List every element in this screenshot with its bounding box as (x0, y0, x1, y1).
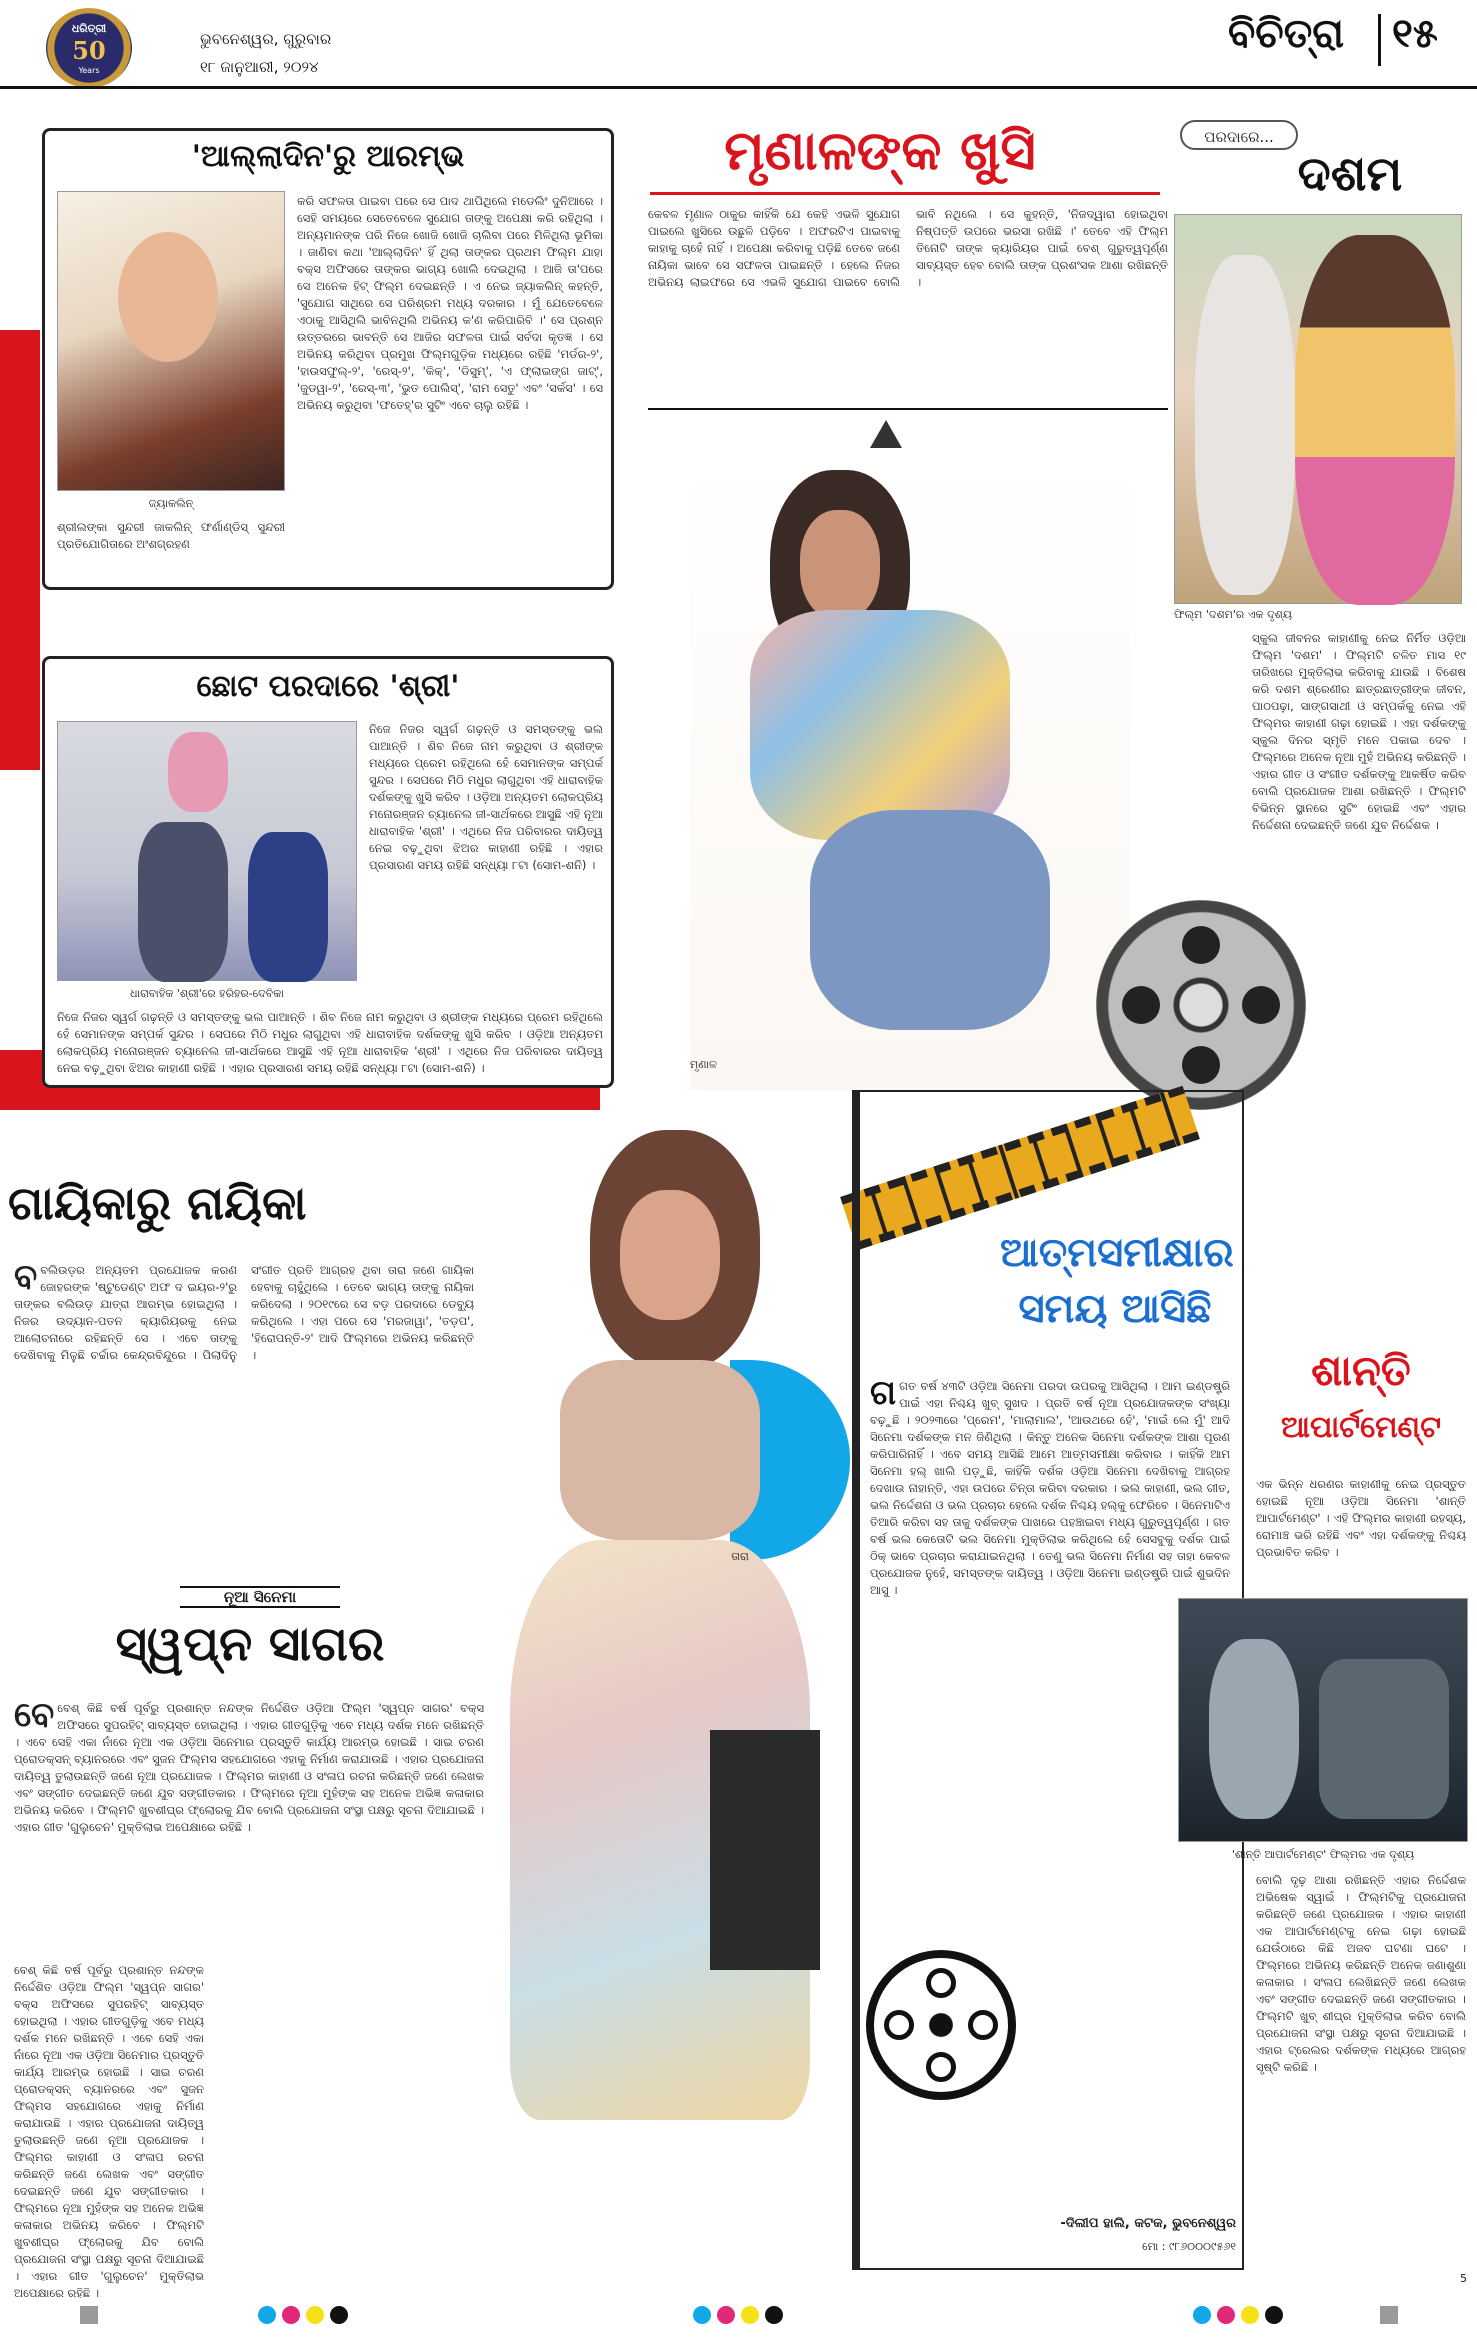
shree-body-col (369, 721, 603, 1003)
atma-title-line2: ସମୟ ଆସିଛି (1018, 1286, 1212, 1332)
mrunal-caption: ମୃଣାଳ (690, 1058, 717, 1071)
reg-cmyk-3 (1190, 2306, 1286, 2328)
mrunal-face-shape (800, 510, 880, 620)
place-day: ଭୁବନେଶ୍ୱର, ଗୁରୁବାର (200, 30, 332, 48)
reg-left (80, 2306, 98, 2328)
small-reel-hole-3 (884, 2010, 914, 2040)
gayika-dropcap: ବ (14, 1257, 38, 1297)
dasama-girl-left-shape (1195, 255, 1295, 595)
mrunal-body-rule (648, 408, 1168, 410)
film-reel-small-icon (866, 1950, 1016, 2100)
shanti-caption: 'ଶାନ୍ତି ଆପାର୍ଟମେଣ୍ଟ' ଫିଲ୍ମର ଏକ ଦୃଶ୍ୟ (1231, 1848, 1415, 1861)
page-marker: 5 (1460, 2272, 1467, 2285)
logo-years-number: 50 (72, 36, 106, 65)
reel-hole-2 (1182, 1046, 1220, 1084)
shree-body: ନିଜେ ନିଜର ସ୍ୱର୍ଗ ଗଢ଼ନ୍ତି ଓ ସମସ୍ତଙ୍କୁ ଭଲ ପାଆନ୍ତି । ଶିବ ନିଜେ ନାମ କରୁଥିବା ଓ ଶ୍ରୀଙ୍କ ମଧ୍ୟରେ ପ୍ରେମ ରହିଥିଲେ ହେଁ ସେମାନଙ୍କ ସମ୍ପର୍କ ସୁନ୍ଦର । ସେପରେ ମିଠି ମଧୁର ଲାଗୁଥିବା ଏହି ଧାରାବାହିକ ଦର୍ଶକଙ୍କୁ ଖୁସି କରିବ । ଓଡ଼ିଆ ଅନ୍ୟତମ ଲୋକପ୍ରିୟ ମନୋରଞ୍ଜନ ଚ୍ୟାନେଲ ଜୀ-ସାର୍ଥକରେ ଆସୁଛି ଏହି ନୂଆ ଧାରାବାହିକ 'ଶ୍ରୀ' । ଏଥିରେ ନିଜ ପରିବାରର ଦାୟିତ୍ୱ ନେଇ ବଢ଼ୁଥିବା ଝିଅର କାହାଣୀ ରହିଛି । ଏହାର ପ୍ରସାରଣ ସମୟ ରହିଛି ସନ୍ଧ୍ୟା ୮ଟା (ସୋମ-ଶନି) । (57, 1010, 603, 1075)
swapna-headline: ସ୍ୱପ୍ନ ସାଗର (115, 1616, 385, 1672)
yellow-dot (1241, 2306, 1259, 2324)
reel-hole-3 (1122, 986, 1160, 1024)
shree-serial-photo (57, 721, 357, 981)
mrunal-photo (690, 450, 1130, 1090)
swapna-body-col (14, 1962, 204, 2300)
dasama-body: ସ୍କୁଲ ଜୀବନର କାହାଣୀକୁ ନେଇ ନିର୍ମିତ ଓଡ଼ିଆ ଫିଲ୍ମ 'ଦଶମ' । ଫିଲ୍ମଟି ଚଳିତ ମାସ ୧୯ ତାରିଖରେ ମୁକ୍ତିଲାଭ କରିବାକୁ ଯାଉଛି । ବିଶେଷ କରି ଦଶମ ଶ୍ରେଣୀର ଛାତ୍ରଛାତ୍ରୀଙ୍କ ଜୀବନ, ପାଠପଢ଼ା, ସାଙ୍ଗସାଥୀ ଓ ସମ୍ପର୍କକୁ ନେଇ ଏହି ଫିଲ୍ମର କାହାଣୀ ଗଢ଼ା ହୋଇଛି । ଏହା ଦର୍ଶକଙ୍କୁ ସ୍କୁଲ ଦିନର ସ୍ମୃତି ମନେ ପକାଇ ଦେବ । ଫିଲ୍ମରେ ଅନେକ ନୂଆ ମୁହଁ ଅଭିନୟ କରିଛନ୍ତି । ଏହାର ଗୀତ ଓ ସଂଗୀତ ଦର୍ଶକଙ୍କୁ ଆକର୍ଷିତ କରିବ ବୋଲି ପ୍ରଯୋଜକ ଆଶା ରଖିଛନ୍ତି । ଫିଲ୍ମଟି ବିଭିନ୍ନ ସ୍ଥାନରେ ସୁଟିଂ ହୋଇଛି ଏବଂ ଏହାର ନିର୍ଦ୍ଦେଶନା ଦେଇଛନ୍ତି ଜଣେ ଯୁବ ନିର୍ଦ୍ଦେଶକ । (1252, 631, 1466, 832)
shanti-body-bottom: ବୋଲି ଦୃଢ଼ ଆଶା ରଖିଛନ୍ତି ଏହାର ନିର୍ଦ୍ଦେଶକ ଅଭିଷେକ ସ୍ୱାଇଁ । ଫିଲ୍ମଟିକୁ ପ୍ରଯୋଜନା କରିଛନ୍ତି ଜଣେ ପ୍ରଯୋଜକ । ଏହାର କାହାଣୀ ଏକ ଆପାର୍ଟମେଣ୍ଟକୁ ନେଇ ଗଢ଼ା ହୋଇଛି ଯେଉଁଠାରେ କିଛି ଅଜବ ଘଟଣା ଘଟେ । ଫିଲ୍ମରେ ଅଭିନୟ କରିଛନ୍ତି ଅନେକ ଜଣାଶୁଣା କଳାକାର । ସଂଳାପ ଲେଖିଛନ୍ତି ଜଣେ ଲେଖକ ଏବଂ ସଙ୍ଗୀତ ଦେଇଛନ୍ତି ଜଣେ ସଙ୍ଗୀତକାର । ଫିଲ୍ମଟି ଖୁବ୍ ଶୀଘ୍ର ମୁକ୍ତିଲାଭ କରିବ ବୋଲି ପ୍ରଯୋଜନା ସଂସ୍ଥା ପକ୍ଷରୁ ସୂଚନା ଦିଆଯାଇଛି । ଏହାର ଟ୍ରେଲର ଦର୍ଶକଙ୍କ ମଧ୍ୟରେ ଆଗ୍ରହ ସୃଷ୍ଟି କରିଛି । (1256, 1873, 1466, 2074)
dasama-caption: ଫିଲ୍ମ 'ଦଶମ'ର ଏକ ଦୃଶ୍ୟ (1174, 608, 1292, 621)
cyan-dot (1193, 2306, 1211, 2324)
shree-headline: ଛୋଟ ପରଦାରେ 'ଶ୍ରୀ' (196, 669, 460, 704)
aladdin-body: କରି ସଫଳତା ପାଇବା ପରେ ସେ ପାଦ ଥାପିଥିଲେ ମଡେଲିଂ ଦୁନିଆରେ । ସେହି ସମୟରେ ସେତେବେଳେ ସୁଯୋଗ ତାଙ୍କୁ ଅପେକ୍ଷା କରି ରହିଥିଲା । ଅନ୍ୟମାନଙ୍କ ପରି ନିଜେ ଖୋଜି ଖୋଜି ଚାଲିବା ପରେ ମିଳିଥିଲା ଭୂମିକା । ଜାଣିବା କଥା 'ଆଲ୍ଲାଦିନ' ହିଁ ଥିଲା ତାଙ୍କର ପ୍ରଥମ ଫିଲ୍ମ ଯାହା ବକ୍ସ ଅଫିସରେ ତାଙ୍କର ଭାଗ୍ୟ ଖୋଲି ଦେଇଥିଲା । ଆଜି ତା'ପରେ ସେ ଅନେକ ହିଟ୍ ଫିଲ୍ମ ଦେଇଛନ୍ତି । ଏ ନେଇ ଜ୍ୟାକଲିନ୍ କହନ୍ତି, 'ସୁଯୋଗ ସାଥିରେ ସେ ପରିଶ୍ରମ ମଧ୍ୟ ଦରକାର । ମୁଁ ଯେତେବେଳେ ଏଠାକୁ ଆସିଥିଲି ଭାବିନଥିଲି ଅଭିନୟ କ'ଣ କରିପାରିବି ।' ସେ ପ୍ରଶ୍ନ ଉତ୍ତରରେ ଭାବନ୍ତି ସେ ଆଜିର ସଫଳତା ପାଇଁ ସର୍ବଦା କୃତଜ୍ଞ । ସେ ଅଭିନୟ କରିଥିବା ପ୍ରମୁଖ ଫିଲ୍ମଗୁଡ଼ିକ ମଧ୍ୟରେ ରହିଛି 'ମର୍ଡର-୨', 'ହାଉସଫୁଲ୍-୨', 'ରେସ୍-୨', 'କିକ୍', 'ଡିସୁମ୍', 'ଏ ଫ୍ଲାଇଙ୍ଗ ଜାଟ୍', 'ଜୁଡୱା-୨', 'ରେସ୍-୩', 'ଭୁତ ପୋଲିସ୍', 'ରାମ ସେତୁ' ଏବଂ 'ସର୍କସ' । ସେ ଅଭିନୟ କରୁଥିବା 'ଫତେହ୍'ର ସୁଟିଂ ଏବେ ଚାଲୁ ରହିଛି । (297, 194, 603, 412)
shree-caption: ଧାରାବାହିକ 'ଶ୍ରୀ'ରେ ହରିହର-ଦେବିକା (130, 987, 284, 1000)
mrunal-top-shape (750, 610, 1010, 840)
dharitri-50-logo (46, 8, 132, 88)
cyan-dot (258, 2306, 276, 2324)
swapna-body-text: ବେଶ୍ କିଛି ବର୍ଷ ପୂର୍ବରୁ ପ୍ରଶାନ୍ତ ନନ୍ଦଙ୍କ ନିର୍ଦ୍ଦେଶିତ ଓଡ଼ିଆ ଫିଲ୍ମ 'ସ୍ୱପ୍ନ ସାଗର' ବକ୍ସ ଅଫିସରେ ସୁପରହିଟ୍ ସାବ୍ୟସ୍ତ ହୋଇଥିଲା । ଏହାର ଗୀତଗୁଡ଼ିକୁ ଏବେ ମଧ୍ୟ ଦର୍ଶକ ମନେ ରଖିଛନ୍ତି । ଏବେ ସେହି ଏକା ନାଁରେ ନୂଆ ଏକ ଓଡ଼ିଆ ସିନେମାର ପ୍ରସ୍ତୁତି କାର୍ଯ୍ୟ ଆରମ୍ଭ ହୋଇଛି । ସାଇ ଚରଣ ପ୍ରୋଡକ୍ସନ୍ ବ୍ୟାନରରେ ଏବଂ ସୁଜନ ଫିଲ୍ମସ ସହଯୋଗରେ ଏହାକୁ ନିର୍ମାଣ କରାଯାଉଛି । ଏହାର ପ୍ରଯୋଜନା ଦାୟିତ୍ୱ ତୁଲାଉଛନ୍ତି ଜଣେ ନୂଆ ପ୍ରଯୋଜକ । ଫିଲ୍ମର କାହାଣୀ ଓ ସଂଳାପ ରଚନା କରିଛନ୍ତି ଜଣେ ଲେଖକ ଏବଂ ସଙ୍ଗୀତ ଦେଇଛନ୍ତି ଜଣେ ଯୁବ ସଙ୍ଗୀତକାର । ଫିଲ୍ମରେ ନୂଆ ମୁହଁଙ୍କ ସହ ଅନେକ ଅଭିଜ୍ଞ କଳାକାର ଅଭିନୟ କରିବେ । ଫିଲ୍ମଟି ଖୁବଶୀଘ୍ର ଫ୍ଲୋରକୁ ଯିବ ବୋଲି ପ୍ରଯୋଜନା ସଂସ୍ଥା ପକ୍ଷରୁ ସୂଚନା ଦିଆଯାଇଛି । ଏହାର ଗୀତ 'ଗୁଲୁଚେନ' ମୁକ୍ତିଲାଭ ଅପେକ୍ଷାରେ ରହିଛି । (14, 1701, 484, 1834)
gayika-headline: ଗାୟିକାରୁ ନାୟିକା (8, 1176, 307, 1230)
issue-date: ୧୮ ଜାନୁଆରୀ, ୨୦୨୪ (200, 58, 319, 76)
masthead-divider (1378, 14, 1381, 66)
triangle-pointer (870, 420, 902, 448)
tara-caption: ତାରା (731, 1550, 749, 1563)
aladdin-article (42, 128, 614, 590)
dasama-girl-right-shape (1295, 235, 1455, 605)
shanti-body-top: ଏକ ଭିନ୍ନ ଧରଣର କାହାଣୀକୁ ନେଇ ପ୍ରସ୍ତୁତ ହୋଇଛି ନୂଆ ଓଡ଼ିଆ ସିନେମା 'ଶାନ୍ତି ଆପାର୍ଟମେଣ୍ଟ' । ଏହି ଫିଲ୍ମର କାହାଣୀ ରହସ୍ୟ, ରୋମାଞ୍ଚ ଭରି ରହିଛି ଏବଂ ଏହା ଦର୍ଶକଙ୍କୁ ନିଶ୍ଚୟ ପ୍ରଭାବିତ କରିବ । (1256, 1477, 1466, 1559)
masthead-rule (0, 86, 1477, 89)
dasama-photo (1174, 214, 1462, 604)
cyan-dot (693, 2306, 711, 2324)
small-reel-hole-1 (926, 1968, 956, 1998)
tara-photo (470, 1110, 830, 2290)
section-name: ବିଚିତ୍ରା (1228, 10, 1345, 57)
mrunal-jeans-shape (810, 810, 1050, 1030)
photo-child-shape (168, 732, 228, 812)
shanti-photo (1178, 1598, 1468, 1842)
yellow-dot (741, 2306, 759, 2324)
black-dot (1265, 2306, 1283, 2324)
gayika-body-text: ବଲିଉଡ଼ର ଅନ୍ୟତମ ପ୍ରଯୋଜକ କରଣ ଜୋହରଙ୍କ 'ଷ୍ଟୁଡେଣ୍ଟ ଅଫ ଦ ଇୟର-୨'ରୁ ତାଙ୍କର ବଲିଉଡ଼ ଯାତ୍ରା ଆରମ୍ଭ ହୋଇଥିଲା । ନିଜର ଉଦ୍ୟାନ-ପତନ କ୍ୟାରିୟରକୁ ନେଇ ଆଲୋଚନାରେ ରହିଛନ୍ତି ସେ । ଏବେ ତାଙ୍କୁ ଦେଖିବାକୁ ମିଳୁଛି ଚର୍ଚ୍ଚାର କେନ୍ଦ୍ରବିନ୍ଦୁରେ । ପିଲାଦିନୁ ସଂଗୀତ ପ୍ରତି ଆଗ୍ରହ ଥିବା ତାରା ଜଣେ ଗାୟିକା ହେବାକୁ ଚାହୁଁଥିଲେ । ତେବେ ଭାଗ୍ୟ ତାଙ୍କୁ ନାୟିକା କରିଦେଲା । ୨୦୧୯ରେ ସେ ବଡ଼ ପରଦାରେ ଡେବ୍ୟୁ କରିଥିଲେ । ଏହା ପରେ ସେ 'ମରଜାୱା', 'ତଡ଼ପ', 'ହିରୋପନ୍ତି-୨' ଆଦି ଫିଲ୍ମରେ ଅଭିନୟ କରିଛନ୍ତି । (14, 1263, 474, 1362)
magenta-dot (717, 2306, 735, 2324)
mrunal-headline-underline (650, 192, 1160, 195)
black-dot (765, 2306, 783, 2324)
masthead (0, 0, 1477, 90)
shree-body-repeat: ନିଜେ ନିଜର ସ୍ୱର୍ଗ ଗଢ଼ନ୍ତି ଓ ସମସ୍ତଙ୍କୁ ଭଲ ପାଆନ୍ତି । ଶିବ ନିଜେ ନାମ କରୁଥିବା ଓ ଶ୍ରୀଙ୍କ ମଧ୍ୟରେ ପ୍ରେମ ରହିଥିଲେ ହେଁ ସେମାନଙ୍କ ସମ୍ପର୍କ ସୁନ୍ଦର । ସେପରେ ମିଠି ମଧୁର ଲାଗୁଥିବା ଏହି ଧାରାବାହିକ ଦର୍ଶକଙ୍କୁ ଖୁସି କରିବ । ଓଡ଼ିଆ ଅନ୍ୟତମ ଲୋକପ୍ରିୟ ମନୋରଞ୍ଜନ ଚ୍ୟାନେଲ ଜୀ-ସାର୍ଥକରେ ଆସୁଛି ଏହି ନୂଆ ଧାରାବାହିକ 'ଶ୍ରୀ' । ଏଥିରେ ନିଜ ପରିବାରର ଦାୟିତ୍ୱ ନେଇ ବଢ଼ୁଥିବା ଝିଅର କାହାଣୀ ରହିଛି । ଏହାର ପ୍ରସାରଣ ସମୟ ରହିଛି ସନ୍ଧ୍ୟା ୮ଟା (ସୋମ-ଶନି) । (369, 722, 603, 872)
page-number: ୧୫ (1392, 10, 1438, 57)
magenta-dot (1217, 2306, 1235, 2324)
swapna-kicker: ନୂଆ ସିନେମା (180, 1586, 340, 1608)
swapna-body-repeat: ବେଶ୍ କିଛି ବର୍ଷ ପୂର୍ବରୁ ପ୍ରଶାନ୍ତ ନନ୍ଦଙ୍କ ନିର୍ଦ୍ଦେଶିତ ଓଡ଼ିଆ ଫିଲ୍ମ 'ସ୍ୱପ୍ନ ସାଗର' ବକ୍ସ ଅଫିସରେ ସୁପରହିଟ୍ ସାବ୍ୟସ୍ତ ହୋଇଥିଲା । ଏହାର ଗୀତଗୁଡ଼ିକୁ ଏବେ ମଧ୍ୟ ଦର୍ଶକ ମନେ ରଖିଛନ୍ତି । ଏବେ ସେହି ଏକା ନାଁରେ ନୂଆ ଏକ ଓଡ଼ିଆ ସିନେମାର ପ୍ରସ୍ତୁତି କାର୍ଯ୍ୟ ଆରମ୍ଭ ହୋଇଛି । ସାଇ ଚରଣ ପ୍ରୋଡକ୍ସନ୍ ବ୍ୟାନରରେ ଏବଂ ସୁଜନ ଫିଲ୍ମସ ସହଯୋଗରେ ଏହାକୁ ନିର୍ମାଣ କରାଯାଉଛି । ଏହାର ପ୍ରଯୋଜନା ଦାୟିତ୍ୱ ତୁଲାଉଛନ୍ତି ଜଣେ ନୂଆ ପ୍ରଯୋଜକ । ଫିଲ୍ମର କାହାଣୀ ଓ ସଂଳାପ ରଚନା କରିଛନ୍ତି ଜଣେ ଲେଖକ ଏବଂ ସଙ୍ଗୀତ ଦେଇଛନ୍ତି ଜଣେ ଯୁବ ସଙ୍ଗୀତକାର । ଫିଲ୍ମରେ ନୂଆ ମୁହଁଙ୍କ ସହ ଅନେକ ଅଭିଜ୍ଞ କଳାକାର ଅଭିନୟ କରିବେ । ଫିଲ୍ମଟି ଖୁବଶୀଘ୍ର ଫ୍ଲୋରକୁ ଯିବ ବୋଲି ପ୍ରଯୋଜନା ସଂସ୍ଥା ପକ୍ଷରୁ ସୂଚନା ଦିଆଯାଇଛି । ଏହାର ଗୀତ 'ଗୁଲୁଚେନ' ମୁକ୍ତିଲାଭ ଅପେକ୍ଷାରେ ରହିଛି । (14, 1963, 204, 2300)
jacqueline-photo (57, 191, 285, 491)
mrunal-body (648, 206, 1168, 402)
shree-article (42, 656, 614, 1088)
reel-hole-1 (1182, 926, 1220, 964)
shanti-woman-shape (1209, 1639, 1299, 1819)
reg-cmyk-1 (255, 2306, 351, 2328)
aladdin-lead: ଶ୍ରୀଲଙ୍କା ସୁନ୍ଦରୀ ଜାକଲିନ୍ ଫର୍ଣାଣ୍ଡିସ୍ ସୁନ୍ଦରୀ ପ୍ରତିଯୋଗିତାରେ ଅଂଶଗ୍ରହଣ (57, 520, 285, 551)
atma-dropcap: ଗ (870, 1373, 897, 1413)
footer-registration-marks (0, 2272, 1477, 2330)
photo-man-shape (138, 822, 228, 982)
atma-title-line1: ଆତ୍ମସମୀକ୍ଷାର (1000, 1230, 1234, 1276)
reg-greybar (80, 2306, 98, 2324)
swapna-body (14, 1695, 484, 1960)
aladdin-headline: 'ଆଲ୍ଲାଦିନ'ରୁ ଆରମ୍ଭ (191, 139, 465, 174)
atma-byline: -ଦିଲୀପ ହାଲି, କଟକ, ଭୁବନେଶ୍ୱର (1060, 2216, 1236, 2231)
shanti-title-line2: ଆପାର୍ଟମେଣ୍ଟ (1280, 1410, 1442, 1445)
mrunal-body-text: କେବଳ ମୃଣାଳ ଠାକୁର କାହିଁକି ଯେ କେହି ଏଭଳି ସୁଯୋଗ ପାଇଲେ ଖୁସିରେ ଉଛୁଳି ପଡ଼ିବେ । ଅଫରଟିଏ ପାଇବାକୁ କାହାକୁ ଚାହେଁ ନାହିଁ । ଅପେକ୍ଷା କରିବାକୁ ପଡ଼ିଛି ତେବେ ଜଣେ ନାୟିକା ଭାବେ ସେ ସଫଳତା ପାଇଛନ୍ତି । ହେଲେ ନିଜର ଅଭିନୟ ଲାଇଫରେ ସେ ଏଭଳି ସୁଯୋଗ ପାଇବେ ବୋଲି ଭାବି ନଥିଲେ । ସେ କୁହନ୍ତି, 'ନିଜଦ୍ୱାରା ହୋଇଥିବା ନିଷ୍ପତ୍ତି ଉପରେ ଭରସା ରଖିଛି ।' ତେବେ ଏହି ଫିଲ୍ମ ତିନୋଟି ତାଙ୍କ କ୍ୟାରିୟର ପାଇଁ ବେଶ୍ ଗୁରୁତ୍ୱପୂର୍ଣ୍ଣ ସାବ୍ୟସ୍ତ ହେବ ବୋଲି ତାଙ୍କ ପ୍ରଶଂସକ ଆଶା ରଖିଛନ୍ତି । (648, 207, 1168, 289)
photo-face-shape (118, 232, 218, 362)
tara-face-shape (620, 1190, 720, 1320)
swapna-dropcap: ବେ (14, 1695, 55, 1735)
red-decor-left (0, 330, 40, 770)
logo-years-label: Years (78, 66, 100, 75)
atma-body-text: ଗତ ବର୍ଷ ୪୩ଟି ଓଡ଼ିଆ ସିନେମା ପରଦା ଉପରକୁ ଆସିଥିଲା । ଆମ ଇଣ୍ଡଷ୍ଟ୍ରି ପାଇଁ ଏହା ନିଶ୍ଚୟ ଖୁବ୍ ସୁଖଦ । ପ୍ରତି ବର୍ଷ ନୂଆ ପ୍ରଯୋଜକଙ୍କ ସଂଖ୍ୟା ବଢ଼ୁଛି । ୨୦୨୩ରେ 'ପ୍ରେମ', 'ମାଲାମାଲ', 'ଆଉଥରେ ହେଁ', 'ମାଇଁ ଲେ ମୁଁ' ଆଦି ସିନେମା ଦର୍ଶକଙ୍କ ମନ ଜିଣିଥିଲା । କିନ୍ତୁ ଅନେକ ସିନେମା ଦର୍ଶକଙ୍କ ଆଶା ପୂରଣ କରିପାରିନାହିଁ । ଏବେ ସମୟ ଆସିଛି ଆମେ ଆତ୍ମସମୀକ୍ଷା କରିବାର । କାହିଁକି ଆମ ସିନେମା ହଲ୍ ଖାଲି ପଡ଼ୁଛି, କାହିଁକି ଦର୍ଶକ ଓଡ଼ିଆ ସିନେମା ଦେଖିବାକୁ ଆଗ୍ରହ ଦେଖାଉ ନାହାନ୍ତି, ଏହା ଉପରେ ଚିନ୍ତା କରିବା ଦରକାର । ଭଲ କାହାଣୀ, ଭଲ ଗୀତ, ଭଲ ନିର୍ଦ୍ଦେଶନା ଓ ଭଲ ପ୍ରଚାର ହେଲେ ଦର୍ଶକ ନିଶ୍ଚୟ ହଲ୍‌କୁ ଫେରିବେ । ସିନେମାଟିଏ ତିଆରି କରିବା ସହ ତାକୁ ଦର୍ଶକଙ୍କ ପାଖରେ ପହଞ୍ଚାଇବା ମଧ୍ୟ ଗୁରୁତ୍ୱପୂର୍ଣ୍ଣ । ଗତ ବର୍ଷ ଭଲ କେତୋଟି ଭଲ ସିନେମା ମୁକ୍ତିଲାଭ କରିଥିଲେ ହେଁ ସେସବୁକୁ ଦର୍ଶକ ପାଇଁ ଠିକ୍ ଭାବେ ପ୍ରଚାର କରାଯାଇନଥିଲା । ତେଣୁ ଭଲ ସିନେମା ନିର୍ମାଣ ସହ ତାହା କେବଳ ପ୍ରଯୋଜକ ନୁହେଁ, ସମସ୍ତଙ୍କ ଦାୟିତ୍ୱ । ଓଡ଼ିଆ ସିନେମା ଇଣ୍ଡଷ୍ଟ୍ରି ପାଇଁ ଶୁଭଦିନ ଆସୁ । (870, 1379, 1230, 1597)
tara-top-shape (560, 1360, 760, 1540)
logo-text: ଧରିତ୍ରୀ (71, 22, 107, 35)
magenta-dot (282, 2306, 300, 2324)
dasama-headline: ଦଶମ (1297, 146, 1403, 202)
tara-stool-shape (710, 1730, 820, 1970)
black-dot (330, 2306, 348, 2324)
yellow-dot (306, 2306, 324, 2324)
gayika-body (14, 1257, 474, 1560)
dasama-kicker: ପରଦାରେ... (1180, 120, 1298, 150)
jacqueline-caption: ଜ୍ୟାକଲିନ୍ (148, 497, 194, 510)
shanti-men-shape (1319, 1659, 1449, 1819)
atma-phone: ମୋ : ୯୮୬୦୦୦୯୫୬୧ (1142, 2240, 1236, 2253)
reg-right (1380, 2306, 1398, 2328)
small-reel-hole-2 (926, 2052, 956, 2082)
mrunal-headline: ମୃଣାଳଙ୍କ ଖୁସି (724, 118, 1036, 182)
small-reel-hole-4 (968, 2010, 998, 2040)
reg-cmyk-2 (690, 2306, 786, 2328)
photo-woman-shape (248, 832, 328, 982)
reg-greybar (1380, 2306, 1398, 2324)
shanti-title-line1: ଶାନ୍ତି (1311, 1346, 1411, 1395)
